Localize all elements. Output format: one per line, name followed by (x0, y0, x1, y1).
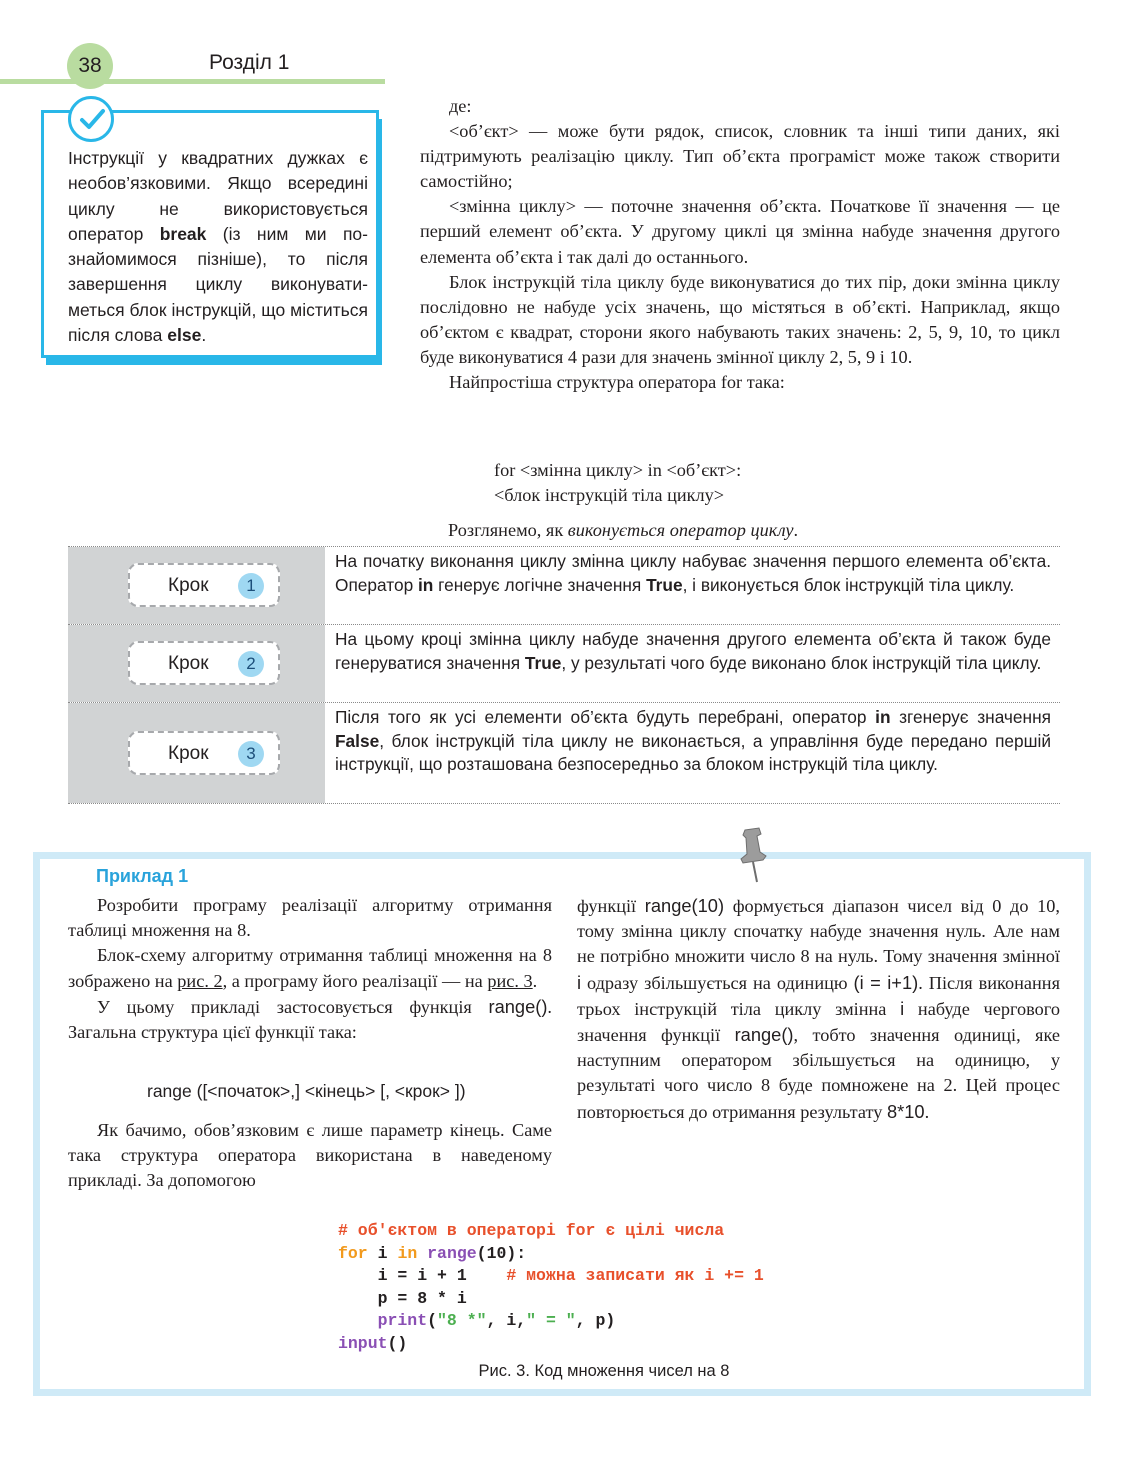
step-description: На початку виконання циклу змінна циклу набуває значення першого елемента об’єкта. Оператор in генерує логічне значення True, і виконується блок інструкцій тіла циклу. (335, 551, 1051, 595)
paragraph: Як бачимо, обов’язковим є лише параметр кінець. Саме така структура оператора використана в наведеному прикладі. За допомогою (68, 1120, 552, 1191)
code-line: p = 8 * i (338, 1288, 467, 1308)
figure-caption: Рис. 3. Код множення чисел на 8 (478, 1362, 730, 1380)
paragraph: <змінна циклу> — поточне значення об’єкта. Початкове її значення — це перший елемент об’єкта. У другому циклі ця змінна набуде значення другого елемента об’єкта і так далі до останнього. (420, 196, 1060, 267)
step-description: На цьому кроці змінна циклу набуде значення другого елемента об’єкта й також буде генеруватися значення True, у результаті чого буде виконано блок інструкцій тіла циклу. (335, 629, 1051, 673)
paragraph: функції range(10) формується діапазон чисел від 0 до 10, тому змінна циклу спочатку набуде значення нуль. Але нам не потрібно множити число 8 на нуль. Тому значення змінної i одразу збільшується на одиницю (i = i+1). Після виконання трьох інструкцій тіла циклу змінна i набуде чергового значення функції range(), тобто значення одиниці, яке наступним оператором збільшується на одиницю, у результаті чого число 8 буде помножене на 2. Цей процес повторюється до отримання результату 8*10. (577, 895, 1061, 1122)
keyword-else: else (167, 325, 202, 346)
header-rule (0, 79, 385, 84)
step-pill (128, 641, 280, 685)
code-line: i = i + 1 # можна записати як i += 1 (338, 1266, 764, 1286)
range-formula: range ([<початок>,] <кінець> [, <крок> ]) (147, 1081, 466, 1101)
paragraph: Найпростіша структура оператора for така: (449, 372, 785, 393)
step-row (68, 625, 1060, 703)
paragraph: Блок-схему алгоритму отримання таблиці множення на 8 зображено на рис. 2, а програму його реалізації — на рис. 3. (68, 945, 552, 991)
paragraph: Розробити програму реалізації алгоритму отримання таблиці множення на 8. (68, 895, 552, 941)
example-left-column (68, 893, 552, 1045)
checkmark-icon (68, 96, 114, 142)
paragraph: Блок інструкцій тіла циклу буде виконуватися до тих пір, доки змінна циклу послідовно не набуде усіх значень, що містяться в об’єкті. Наприклад, якщо об’єктом є квадрат, сторони якого набувають таких значень: 2, 5, 9, 10, то цикл буде виконуватися 4 рази для значень змінної циклу 2, 5, 9 і 10. (420, 271, 1060, 367)
step-word: Крок (168, 743, 209, 764)
step-description: Після того як усі елементи об’єкта будуть перебрані, оператор in згенерує значення False, блок інструкцій тіла циклу не виконається, а управління буде передано першій інструкції, що розташована безпосередньо за блоком інструкцій тіла циклу. (335, 707, 1051, 775)
example-title: Приклад 1 (96, 866, 189, 886)
step-pill (128, 563, 280, 607)
step-word: Крок (168, 653, 209, 674)
syntax-line-2: <блок інструкцій тіла циклу> (494, 485, 725, 505)
code-line: input() (338, 1333, 408, 1353)
example-left-column-cont (68, 1118, 552, 1194)
paragraph: У цьому прикладі застосовується функція range(). Загальна структура цієї функції така: (68, 995, 552, 1043)
code-line: # об'єктом в операторі for є цілі числа (338, 1221, 725, 1240)
step-number: 2 (238, 651, 264, 677)
step-number: 1 (238, 573, 264, 599)
example-right-column (577, 893, 1060, 1125)
page-number: 38 (78, 54, 102, 77)
paragraph: де: (449, 96, 472, 116)
code-line: for i in range(10): (338, 1243, 527, 1263)
keyword-break: break (159, 223, 207, 244)
code-listing (338, 1220, 764, 1356)
step-row (68, 703, 1060, 804)
body-text (420, 94, 1060, 395)
code-line: print("8 *", i," = ", p) (338, 1311, 616, 1331)
syntax-line-1: for <змінна циклу> in <об’єкт>: (494, 460, 742, 480)
step-number: 3 (238, 741, 264, 767)
figure-link[interactable]: рис. 2 (177, 970, 223, 991)
note-text: Інструкції у квадратних дужках є необов’язковими. Якщо всередині циклу не використовується оператор break (із ним ми познайомимося пізніше), то після завершення циклу виконуватиметься блок інструкцій, що міститься після слова else. (68, 148, 368, 346)
step-row (68, 547, 1060, 625)
paragraph: <об’єкт> — може бути рядок, список, словник та інші типи даних, які підтримують реалізацію циклу. Тип об’єкта програміст може також створити самостійно; (420, 121, 1060, 192)
review-line: Розглянемо, як виконується оператор циклу. (448, 520, 799, 540)
step-word: Крок (168, 575, 209, 596)
section-title: Розділ 1 (209, 51, 290, 74)
figure-link[interactable]: рис. 3 (487, 970, 533, 991)
step-pill (128, 731, 280, 775)
pushpin-icon (735, 826, 775, 889)
